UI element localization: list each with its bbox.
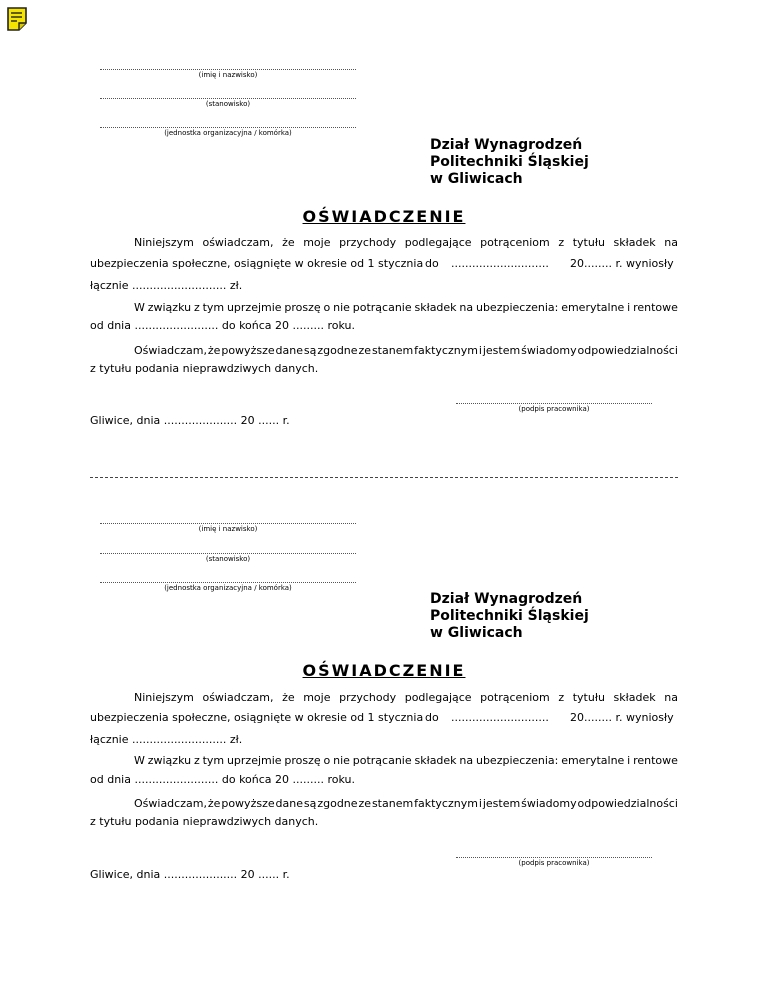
signature-caption: (podpis pracownika) (518, 405, 590, 413)
paragraph-1-line-2d: 20........ r. wyniosły (570, 711, 674, 724)
text-word: składek (613, 236, 656, 249)
text-word: o (323, 301, 331, 314)
text-word: dane (275, 344, 303, 357)
signature-line[interactable] (456, 403, 652, 404)
paragraph-3-line-2: z tytułu podania nieprawdziwych danych. (90, 815, 319, 828)
recipient-address (430, 137, 589, 188)
amount-line: łącznie ........................... zł. (90, 733, 243, 746)
text-word: Niniejszym (134, 691, 194, 704)
place-date: Gliwice, dnia ..................... 20 ...... r. (90, 414, 290, 427)
text-word: związku (147, 754, 192, 767)
paragraph-1-line-1 (134, 691, 678, 704)
address-line: Dział Wynagrodzeń (430, 591, 583, 607)
paragraph-1-line-2b: do (425, 711, 439, 724)
text-word: na (664, 236, 678, 249)
text-word: proszę (284, 754, 321, 767)
unit-caption: (jednostka organizacyjna / komórka) (164, 584, 292, 592)
text-word: Oświadczam, (134, 344, 207, 357)
text-word: na (459, 301, 474, 314)
text-word: zgodne (317, 344, 358, 357)
text-word: Oświadczam, (134, 797, 207, 810)
cut-line (90, 477, 678, 478)
paragraph-1-line-2a: ubezpieczenia społeczne, osiągnięte w okresie od 1 stycznia (90, 711, 424, 724)
year-field[interactable]: ............................ (451, 711, 549, 724)
text-word: że (207, 344, 221, 357)
text-word: faktycznym (414, 344, 478, 357)
recipient-address (430, 591, 589, 642)
signature-line[interactable] (456, 857, 652, 858)
text-word: z (193, 754, 200, 767)
document-title: OŚWIADCZENIE (302, 661, 466, 680)
name-line[interactable] (100, 69, 356, 70)
text-word: emerytalne (561, 754, 625, 767)
text-word: są (303, 797, 317, 810)
paragraph-1-line-2a: ubezpieczenia społeczne, osiągnięte w okresie od 1 stycznia (90, 257, 424, 270)
text-word: składek (414, 754, 457, 767)
text-word: że (282, 236, 295, 249)
paragraph-2-line-1 (134, 754, 678, 767)
text-word: i (478, 344, 482, 357)
text-word: tytułu (572, 236, 605, 249)
text-word: stanem (371, 797, 414, 810)
unit-caption: (jednostka organizacyjna / komórka) (164, 129, 292, 137)
text-word: na (459, 754, 474, 767)
amount-line: łącznie ........................... zł. (90, 279, 243, 292)
text-word: proszę (284, 301, 321, 314)
paragraph-3-line-1 (134, 797, 678, 810)
text-word: i (627, 754, 631, 767)
text-word: z (558, 691, 565, 704)
unit-line[interactable] (100, 127, 356, 128)
paragraph-3-line-1 (134, 344, 678, 357)
text-word: Niniejszym (134, 236, 194, 249)
text-word: moje (303, 691, 331, 704)
text-word: oświadczam, (202, 691, 274, 704)
text-word: że (207, 797, 221, 810)
position-line[interactable] (100, 98, 356, 99)
paragraph-2-line-1 (134, 301, 678, 314)
position-caption: (stanowisko) (205, 100, 251, 108)
text-word: uprzejmie (226, 754, 282, 767)
text-word: odpowiedzialności (577, 797, 678, 810)
text-word: zgodne (317, 797, 358, 810)
text-word: przychody (339, 236, 397, 249)
text-word: potrąceniom (480, 236, 550, 249)
text-word: na (664, 691, 678, 704)
paragraph-1-line-2d: 20........ r. wyniosły (570, 257, 674, 270)
text-word: W (134, 754, 145, 767)
text-word: świadomy (521, 797, 577, 810)
text-word: tym (202, 301, 225, 314)
paragraph-1-line-2b: do (425, 257, 439, 270)
text-word: stanem (371, 344, 414, 357)
text-word: powyższe (221, 344, 275, 357)
text-word: z (558, 236, 565, 249)
text-word: potrącanie (352, 754, 412, 767)
position-line[interactable] (100, 553, 356, 554)
text-word: podlegające (404, 691, 472, 704)
address-line: Dział Wynagrodzeń (430, 137, 583, 153)
address-line: w Gliwicach (430, 171, 523, 187)
address-line: Politechniki Śląskiej (430, 608, 589, 624)
text-word: ubezpieczenia: (475, 754, 559, 767)
place-date: Gliwice, dnia ..................... 20 ...... r. (90, 868, 290, 881)
text-word: składek (414, 301, 457, 314)
text-word: związku (147, 301, 192, 314)
text-word: nie (333, 754, 350, 767)
text-word: składek (613, 691, 656, 704)
signature-caption: (podpis pracownika) (518, 859, 590, 867)
address-line: Politechniki Śląskiej (430, 154, 589, 170)
text-word: tytułu (572, 691, 605, 704)
text-word: jestem (482, 344, 521, 357)
note-icon (6, 6, 28, 32)
text-word: o (323, 754, 331, 767)
text-word: nie (333, 301, 350, 314)
date-range-line: od dnia ........................ do końca 20 ......... roku. (90, 773, 356, 786)
text-word: ze (358, 797, 372, 810)
text-word: oświadczam, (202, 236, 274, 249)
text-word: tym (202, 754, 225, 767)
name-caption: (imię i nazwisko) (198, 525, 258, 533)
position-caption: (stanowisko) (205, 555, 251, 563)
text-word: potrąceniom (480, 691, 550, 704)
text-word: jestem (482, 797, 521, 810)
address-line: w Gliwicach (430, 625, 523, 641)
text-word: rentowe (633, 301, 678, 314)
unit-line[interactable] (100, 582, 356, 583)
name-caption: (imię i nazwisko) (198, 71, 258, 79)
text-word: są (303, 344, 317, 357)
name-line[interactable] (100, 523, 356, 524)
text-word: ze (358, 344, 372, 357)
text-word: przychody (339, 691, 397, 704)
paragraph-1-line-1 (134, 236, 678, 249)
text-word: faktycznym (414, 797, 478, 810)
text-word: powyższe (221, 797, 275, 810)
text-word: rentowe (633, 754, 678, 767)
text-word: W (134, 301, 145, 314)
text-word: i (627, 301, 631, 314)
text-word: z (193, 301, 200, 314)
year-field[interactable]: ............................ (451, 257, 549, 270)
text-word: i (478, 797, 482, 810)
text-word: moje (303, 236, 331, 249)
document-title: OŚWIADCZENIE (302, 207, 466, 226)
text-word: ubezpieczenia: (475, 301, 559, 314)
text-word: świadomy (521, 344, 577, 357)
text-word: dane (275, 797, 303, 810)
text-word: uprzejmie (226, 301, 282, 314)
text-word: podlegające (404, 236, 472, 249)
text-word: emerytalne (561, 301, 625, 314)
paragraph-3-line-2: z tytułu podania nieprawdziwych danych. (90, 362, 319, 375)
text-word: odpowiedzialności (577, 344, 678, 357)
text-word: potrącanie (352, 301, 412, 314)
date-range-line: od dnia ........................ do końca 20 ......... roku. (90, 319, 356, 332)
text-word: że (282, 691, 295, 704)
